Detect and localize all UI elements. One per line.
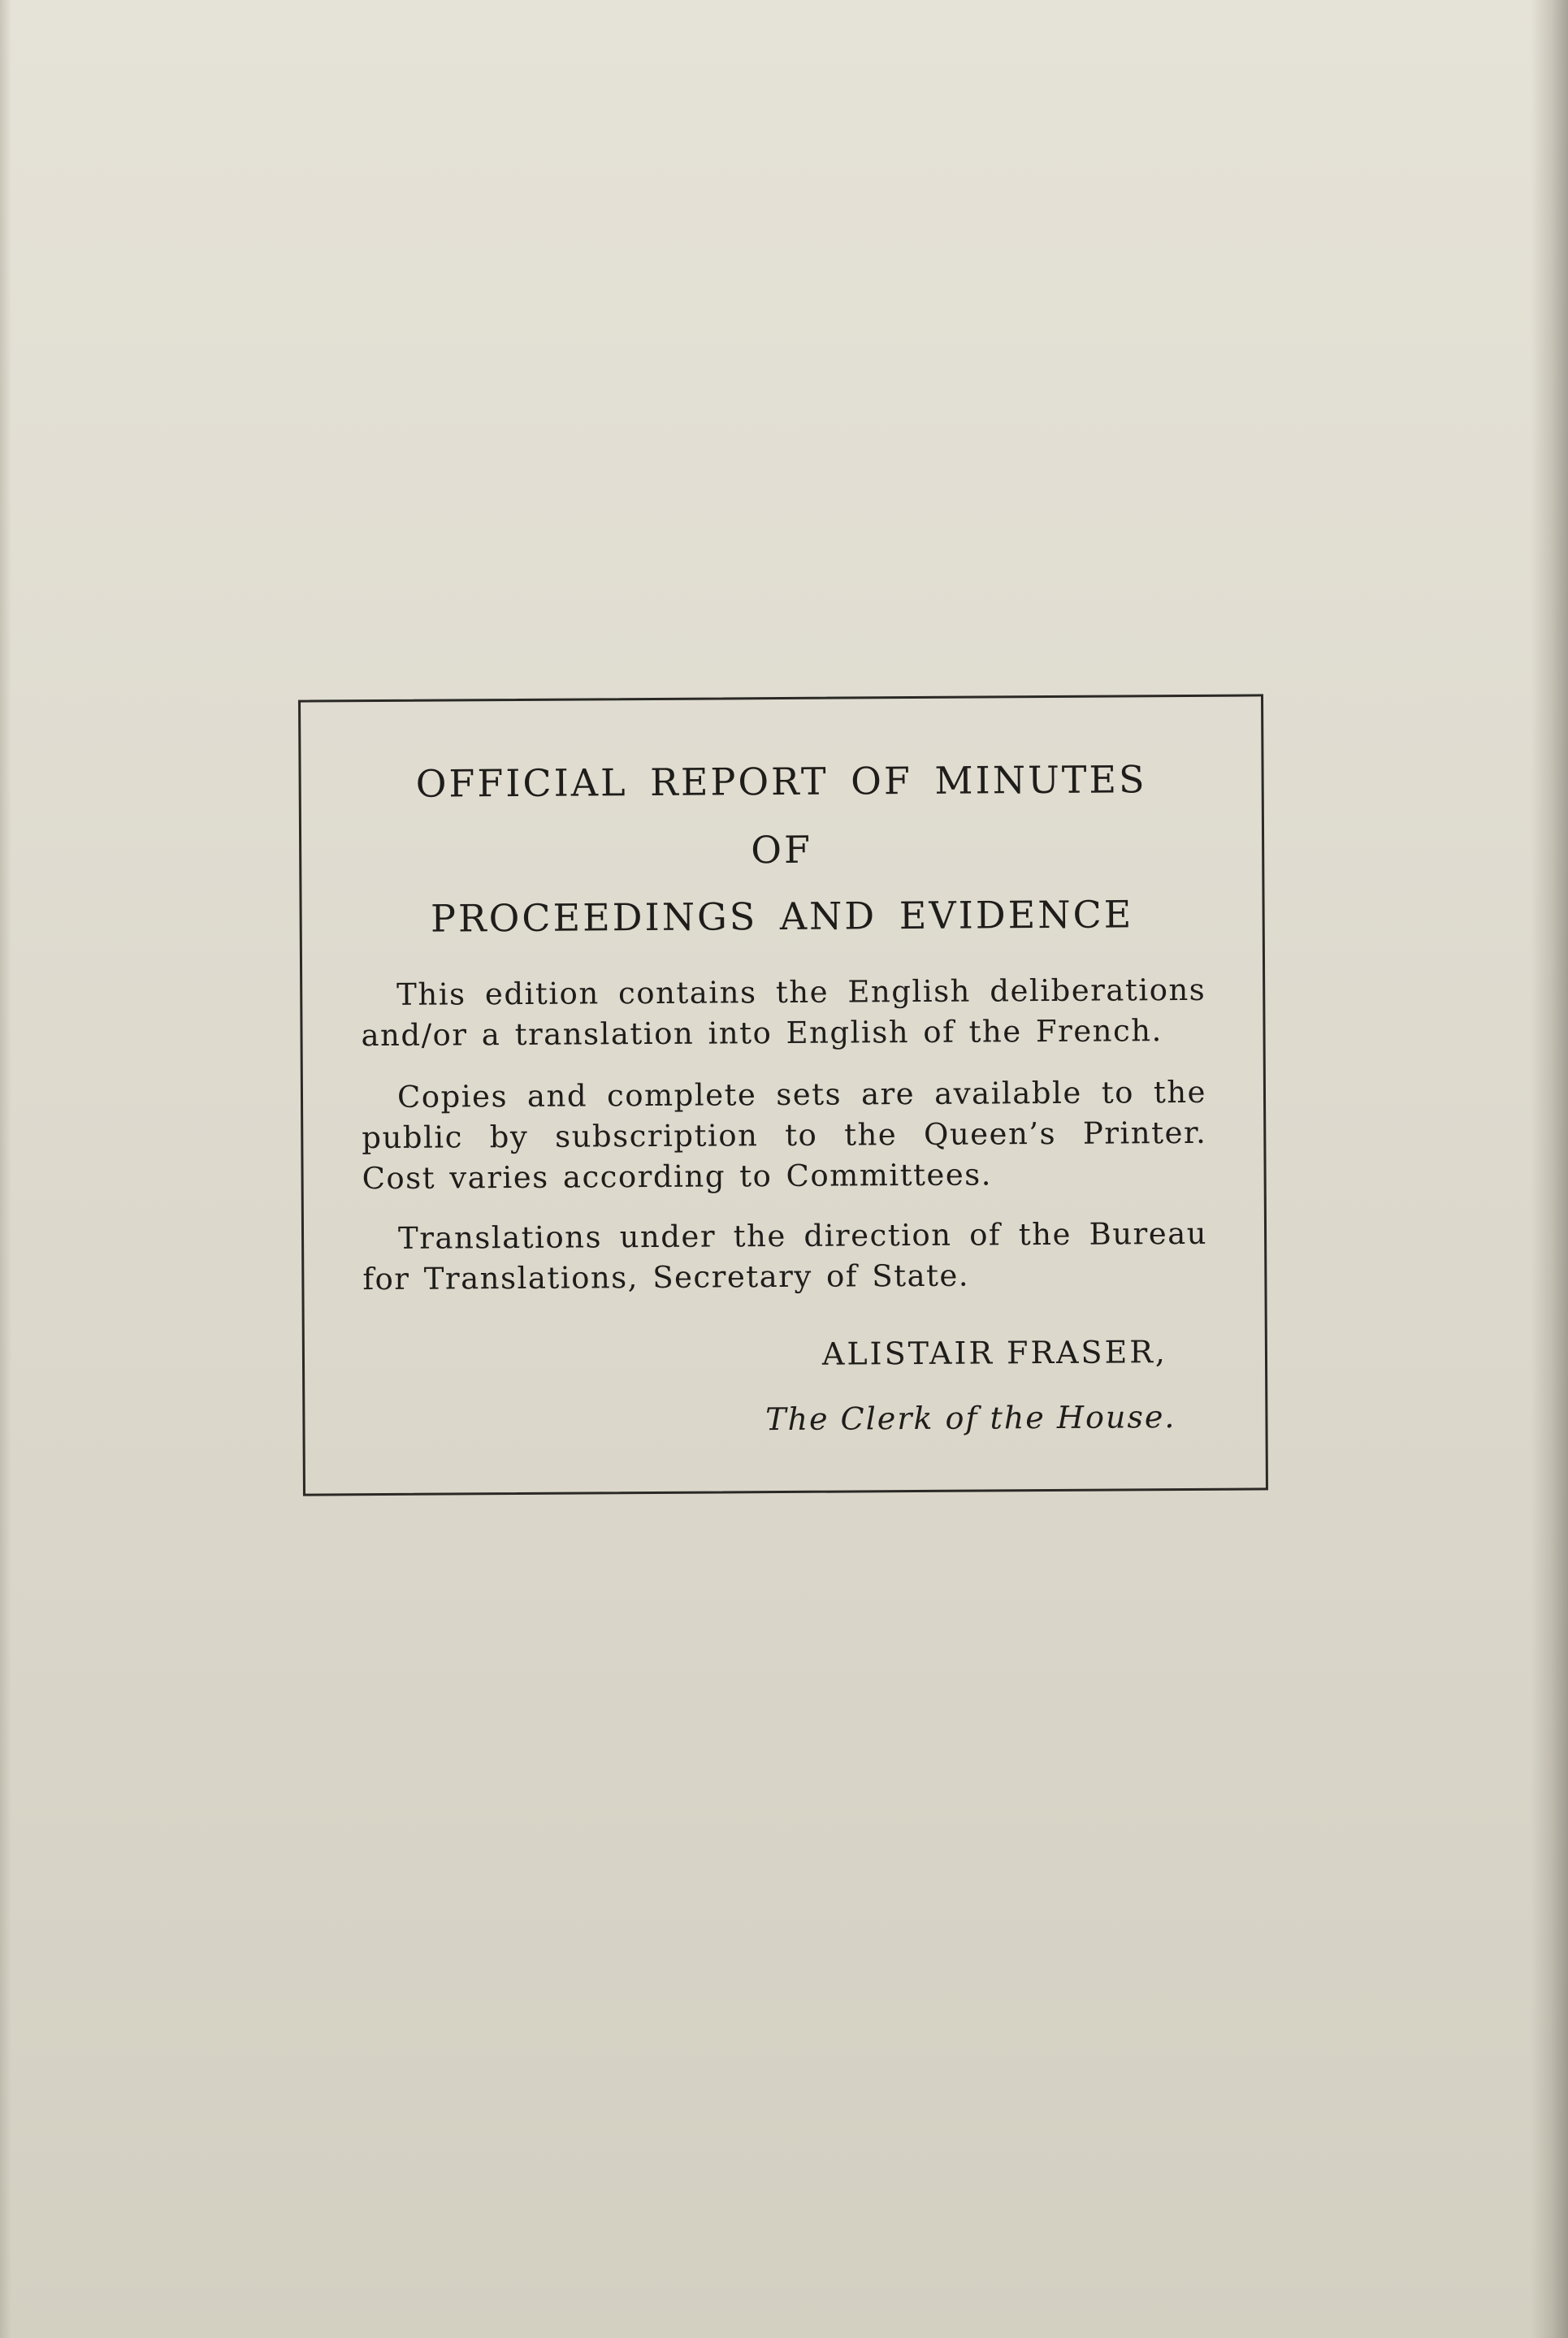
edition-language-paragraph: This edition contains the English deliberations and/or a translation into English of the French. [361,972,1206,1054]
signer-title: The Clerk of the House. [765,1399,1176,1438]
notice-title-line-1: OFFICIAL REPORT OF MINUTES [415,757,1147,806]
notice-title-line-2: OF [751,827,813,872]
translation-bureau-paragraph: Translations under the direction of the Bureau for Translations, Secretary of State. [362,1215,1208,1297]
notice-title-line-3: PROCEEDINGS AND EVIDENCE [430,892,1134,941]
page-binding-edge [1531,0,1568,2338]
subscription-paragraph: Copies and complete sets are available to the public by subscription to the Queen’s Printer. Cost varies according to Committees. [362,1074,1207,1197]
official-report-notice-box [298,694,1268,1496]
signer-name: ALISTAIR FRASER, [821,1334,1168,1372]
page-left-edge [0,0,11,2338]
